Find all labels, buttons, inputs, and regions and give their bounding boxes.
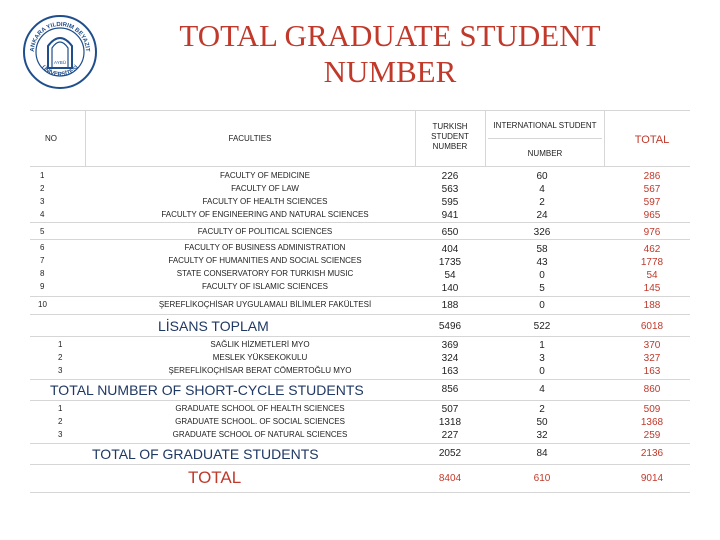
header-international: INTERNATIONAL STUDENT — [493, 121, 597, 130]
lisans-total: 6018 — [640, 321, 664, 332]
row-no: 1 — [58, 404, 63, 413]
total-value: 327 — [643, 353, 661, 364]
school-name: MESLEK YÜKSEKOKULU — [212, 353, 308, 362]
grad-total-total: 2136 — [640, 448, 664, 459]
grad-turkish — [420, 403, 480, 442]
total-value: 509 — [643, 404, 661, 415]
intl-value: 0 — [539, 300, 545, 311]
total-value: 145 — [643, 283, 661, 294]
total-value: 462 — [643, 244, 661, 255]
row-no: 3 — [58, 430, 63, 439]
faculty-name: FACULTY OF ENGINEERING AND NATURAL SCIENCES — [161, 210, 369, 219]
turkish-value: 595 — [441, 197, 459, 208]
total-value: 1368 — [640, 417, 664, 428]
grad-numbers — [58, 404, 62, 443]
row-divider — [30, 222, 690, 223]
lisans-intl: 522 — [533, 321, 551, 332]
intl-value: 50 — [536, 417, 548, 428]
header-total: TOTAL — [634, 134, 670, 146]
turkish-value: 163 — [441, 366, 459, 377]
grand-total-turkish: 8404 — [438, 473, 462, 484]
myo-names — [110, 340, 410, 379]
row-no: 5 — [40, 227, 45, 236]
intl-value: 24 — [536, 210, 548, 221]
logo-inner-text: AYBÜ — [54, 60, 66, 65]
total-value: 286 — [643, 171, 661, 182]
row-no: 1 — [40, 171, 45, 180]
school-name: GRADUATE SCHOOL OF NATURAL SCIENCES — [172, 430, 348, 439]
group1-intl — [512, 170, 572, 222]
grad-total-turkish: 2052 — [438, 448, 462, 459]
faculty-name: FACULTY OF BUSINESS ADMINISTRATION — [184, 243, 346, 252]
header-international-sub: NUMBER — [527, 149, 563, 158]
row-divider — [30, 400, 690, 401]
row-no: 3 — [58, 366, 63, 375]
total-value: 976 — [643, 227, 661, 238]
intl-value: 2 — [539, 197, 545, 208]
total-value: 163 — [643, 366, 661, 377]
turkish-value: 227 — [441, 430, 459, 441]
myo-intl — [512, 339, 572, 378]
total-value: 965 — [643, 210, 661, 221]
row-divider — [30, 296, 690, 297]
grand-total-total: 9014 — [640, 473, 664, 484]
intl-value: 1 — [539, 340, 545, 351]
logo-text-bottom: ÜNİVERSİTESİ — [39, 64, 81, 79]
row-no: 3 — [40, 197, 45, 206]
table-bottom-border — [30, 492, 690, 493]
school-name: GRADUATE SCHOOL OF HEALTH SCIENCES — [175, 404, 345, 413]
myo-turkish — [420, 339, 480, 378]
turkish-value: 563 — [441, 184, 459, 195]
group3-turkish — [420, 243, 480, 295]
total-value: 54 — [646, 270, 658, 281]
col-divider-faculties — [415, 110, 416, 166]
faculty-name: FACULTY OF HUMANITIES AND SOCIAL SCIENCES — [168, 256, 362, 265]
row-no: 10 — [38, 300, 47, 309]
faculty-name: FACULTY OF LAW — [231, 184, 299, 193]
row-no: 7 — [40, 256, 45, 265]
turkish-value: 54 — [444, 270, 456, 281]
school-name: SAĞLIK HİZMETLERİ MYO — [210, 340, 310, 349]
short-cycle-intl: 4 — [539, 384, 545, 395]
group1-numbers — [40, 171, 44, 223]
total-value: 370 — [643, 340, 661, 351]
header-faculties: FACULTIES — [228, 134, 272, 143]
group1-total — [622, 170, 682, 222]
col-divider-intl — [604, 110, 605, 166]
turkish-value: 324 — [441, 353, 459, 364]
turkish-value: 941 — [441, 210, 459, 221]
total-value: 1778 — [640, 257, 664, 268]
intl-value: 43 — [536, 257, 548, 268]
grad-names — [110, 404, 410, 443]
group3-numbers — [40, 243, 44, 295]
turkish-value: 226 — [441, 171, 459, 182]
logo-text-top: ANKARA YILDIRIM BEYAZIT — [29, 21, 91, 53]
university-logo — [22, 14, 98, 90]
intl-value: 60 — [536, 171, 548, 182]
row-no: 2 — [40, 184, 45, 193]
intl-value: 58 — [536, 244, 548, 255]
turkish-value: 1318 — [438, 417, 462, 428]
turkish-value: 140 — [441, 283, 459, 294]
group3-intl — [512, 243, 572, 295]
col-divider-turkish — [485, 110, 486, 166]
row-no: 2 — [58, 353, 63, 362]
short-cycle-turkish: 856 — [441, 384, 459, 395]
header-turkish: TURKISH STUDENT NUMBER — [431, 122, 469, 151]
group3-names — [90, 243, 440, 295]
total-value: 259 — [643, 430, 661, 441]
group1-turkish — [420, 170, 480, 222]
row-divider — [30, 239, 690, 240]
faculty-name: FACULTY OF MEDICINE — [220, 171, 310, 180]
row-divider — [30, 464, 690, 465]
turkish-value: 507 — [441, 404, 459, 415]
grad-total-intl: 84 — [536, 448, 548, 459]
intl-value: 326 — [533, 227, 551, 238]
turkish-value: 369 — [441, 340, 459, 351]
lisans-total-label: LİSANS TOPLAM — [158, 318, 269, 334]
intl-value: 0 — [539, 366, 545, 377]
table-top-border — [30, 110, 690, 111]
grad-intl — [512, 403, 572, 442]
turkish-value: 650 — [441, 227, 459, 238]
faculty-name: ŞEREFLİKOÇHİSAR UYGULAMALI BİLİMLER FAKÜLTESİ — [158, 300, 372, 309]
short-cycle-total: 860 — [643, 384, 661, 395]
intl-value: 0 — [539, 270, 545, 281]
myo-total — [622, 339, 682, 378]
total-value: 188 — [643, 300, 661, 311]
school-name: GRADUATE SCHOOL. OF SOCIAL SCIENCES — [175, 417, 345, 426]
group3-total — [622, 243, 682, 295]
myo-numbers — [58, 340, 62, 379]
header-bottom-border — [30, 166, 690, 167]
row-divider — [30, 443, 690, 444]
faculty-name: STATE CONSERVATORY FOR TURKISH MUSIC — [176, 269, 354, 278]
intl-header-divider — [488, 138, 602, 139]
grand-total-label: TOTAL — [188, 468, 242, 487]
intl-value: 3 — [539, 353, 545, 364]
lisans-turkish: 5496 — [438, 321, 462, 332]
intl-value: 5 — [539, 283, 545, 294]
school-name: ŞEREFLİKOÇHİSAR BERAT CÖMERTOĞLU MYO — [168, 366, 352, 375]
row-no: 4 — [40, 210, 45, 219]
turkish-value: 1735 — [438, 257, 462, 268]
row-no: 1 — [58, 340, 63, 349]
turkish-value: 188 — [441, 300, 459, 311]
row-divider — [30, 336, 690, 337]
grand-total-intl: 610 — [533, 473, 551, 484]
row-no: 8 — [40, 269, 45, 278]
col-divider-no — [85, 110, 86, 166]
row-no: 9 — [40, 282, 45, 291]
group1-names — [90, 171, 440, 223]
row-divider — [30, 379, 690, 380]
total-value: 567 — [643, 184, 661, 195]
row-no: 2 — [58, 417, 63, 426]
faculty-name: FACULTY OF ISLAMIC SCIENCES — [202, 282, 328, 291]
faculty-name: FACULTY OF HEALTH SCIENCES — [202, 197, 328, 206]
grad-total-label: TOTAL OF GRADUATE STUDENTS — [92, 446, 319, 462]
page-title: TOTAL GRADUATE STUDENT NUMBER — [179, 18, 601, 89]
row-divider — [30, 314, 690, 315]
header-no: NO — [45, 134, 57, 143]
intl-value: 32 — [536, 430, 548, 441]
intl-value: 4 — [539, 184, 545, 195]
grad-total — [622, 403, 682, 442]
total-value: 597 — [643, 197, 661, 208]
short-cycle-label: TOTAL NUMBER OF SHORT-CYCLE STUDENTS — [50, 382, 364, 398]
faculty-name: FACULTY OF POLITICAL SCIENCES — [197, 227, 333, 236]
row-no: 6 — [40, 243, 45, 252]
turkish-value: 404 — [441, 244, 459, 255]
intl-value: 2 — [539, 404, 545, 415]
